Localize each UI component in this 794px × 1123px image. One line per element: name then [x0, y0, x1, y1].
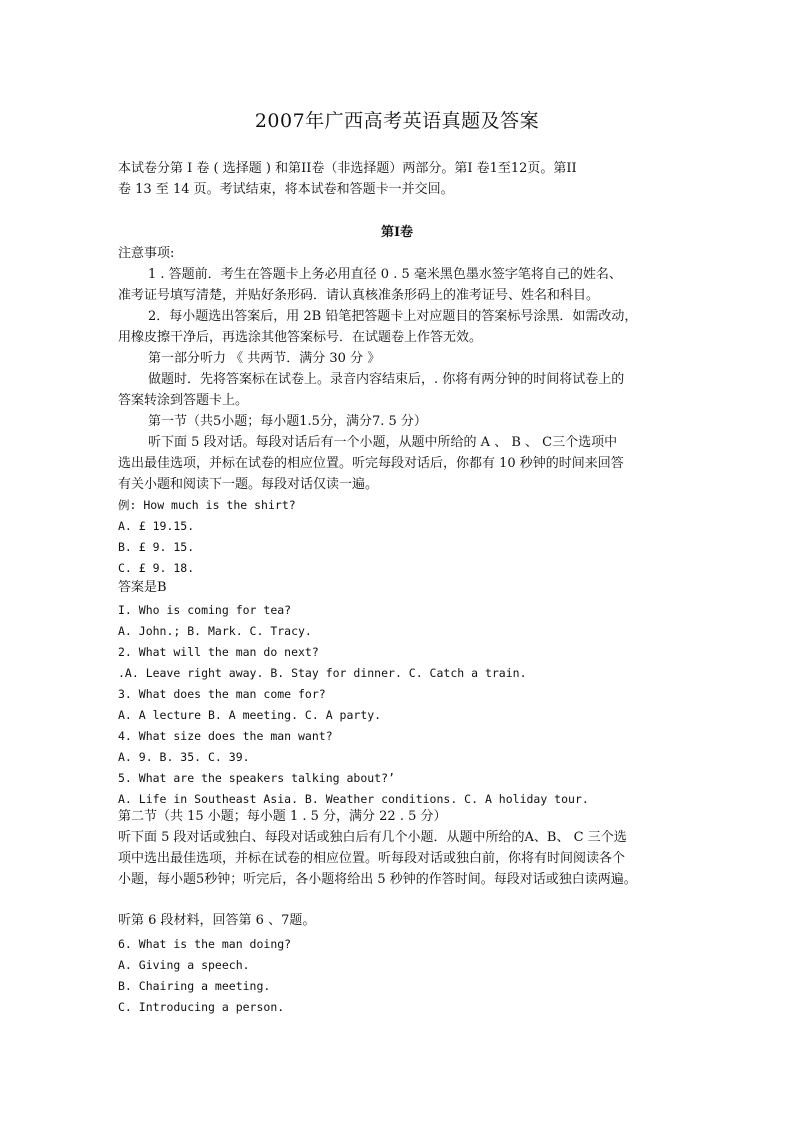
part1-heading: 第一部分听力 《 共两节．满分 30 分 》	[148, 351, 381, 366]
question-4: 4. What size does the man want?	[118, 729, 333, 743]
question-1-options: A. John.; B. Mark. C. Tracy.	[118, 624, 312, 638]
notes-line-3: 2．每小题选出答案后，用 2B 铅笔把答题卡上对应题目的答案标号涂黑．如需改动，	[148, 309, 638, 324]
question-6: 6. What is the man doing?	[118, 937, 292, 951]
sec1-instr-1: 听下面 5 段对话。每段对话后有一个小题，从题中所给的 A 、 B 、 C三个选项中	[148, 435, 618, 450]
question-6-option-a: A. Giving a speech.	[118, 958, 250, 972]
example-answer: 答案是B	[118, 580, 167, 595]
question-4-options: A. 9. B. 35. C. 39.	[118, 750, 250, 764]
question-3-options: A. A lecture B. A meeting. C. A party.	[118, 708, 382, 722]
part1-instr-2: 答案转涂到答题卡上。	[118, 393, 249, 408]
notes-line-4: 用橡皮擦干净后，再选涂其他答案标号．在试题卷上作答无效。	[118, 330, 483, 345]
section-heading: 第I卷	[380, 225, 414, 240]
sec1-instr-2: 选出最佳选项，并标在试卷的相应位置。听完每段对话后，你都有 10 秒钟的时间来回答	[118, 456, 624, 471]
intro-line-2: 卷 13 至 14 页。考试结束，将本试卷和答题卡一并交回。	[118, 182, 454, 197]
question-6-option-b: B. Chairing a meeting.	[118, 979, 271, 993]
sec2-instr-3: 小题，每小题5秒钟；听完后，各小题将给出 5 秒钟的作答时间。每段对话或独白读两遍。	[118, 872, 637, 887]
notes-line-2: 准考证号填写清楚，并贴好条形码．请认真核准条形码上的准考证号、姓名和科目。	[118, 288, 600, 303]
notes-title: 注意事项:	[118, 246, 175, 261]
intro-line-1: 本试卷分第 I 卷 ( 选择题 ) 和第II卷（非选择题）两部分。第I 卷1至12页。第II	[118, 161, 577, 176]
sec2-instr-2: 项中选出最佳选项，并标在试卷的相应位置。听每段对话或独白前，你将有时间阅读各个	[118, 851, 626, 866]
example-option-c: C. £ 9. 18.	[118, 561, 195, 575]
part1-instr-1: 做题时．先将答案标在试卷上。录音内容结束后，. 你将有两分钟的时间将试卷上的	[148, 372, 625, 387]
sec2-instr-1: 听下面 5 段对话或独白、每段对话或独白后有几个小题．从题中所给的A、B、 C 三个选	[118, 830, 627, 845]
sec1-heading: 第一节（共5小题；每小题1.5分，满分7. 5 分）	[148, 414, 427, 429]
question-5-options: A. Life in Southeast Asia. B. Weather conditions. C. A holiday tour.	[118, 792, 589, 806]
example-option-b: B. £ 9. 15.	[118, 540, 195, 554]
sec2-heading: 第二节（共 15 小题；每小题 1 . 5 分，满分 22 . 5 分）	[118, 809, 447, 824]
segment-6-heading: 听第 6 段材料，回答第 6 、7题。	[118, 913, 316, 928]
example-option-a: A. £ 19.15.	[118, 519, 195, 533]
page-title: 2007年广西高考英语真题及答案	[254, 110, 540, 132]
question-2: 2. What will the man do next?	[118, 645, 319, 659]
question-6-option-c: C. Introducing a person.	[118, 1000, 285, 1014]
question-2-options: .A. Leave right away. B. Stay for dinner. C. Catch a train.	[118, 666, 527, 680]
question-3: 3. What does the man come for?	[118, 687, 326, 701]
example-question: 例: How much is the shirt?	[118, 498, 296, 512]
sec1-instr-3: 有关小题和阅读下一题。每段对话仅读一遍。	[118, 477, 379, 492]
question-5: 5. What are the speakers talking about?’	[118, 771, 395, 785]
notes-line-1: 1 . 答题前．考生在答题卡上务必用直径 0 . 5 毫米黑色墨水签字笔将自己的姓名、	[148, 267, 622, 282]
question-1: I. Who is coming for tea?	[118, 603, 292, 617]
